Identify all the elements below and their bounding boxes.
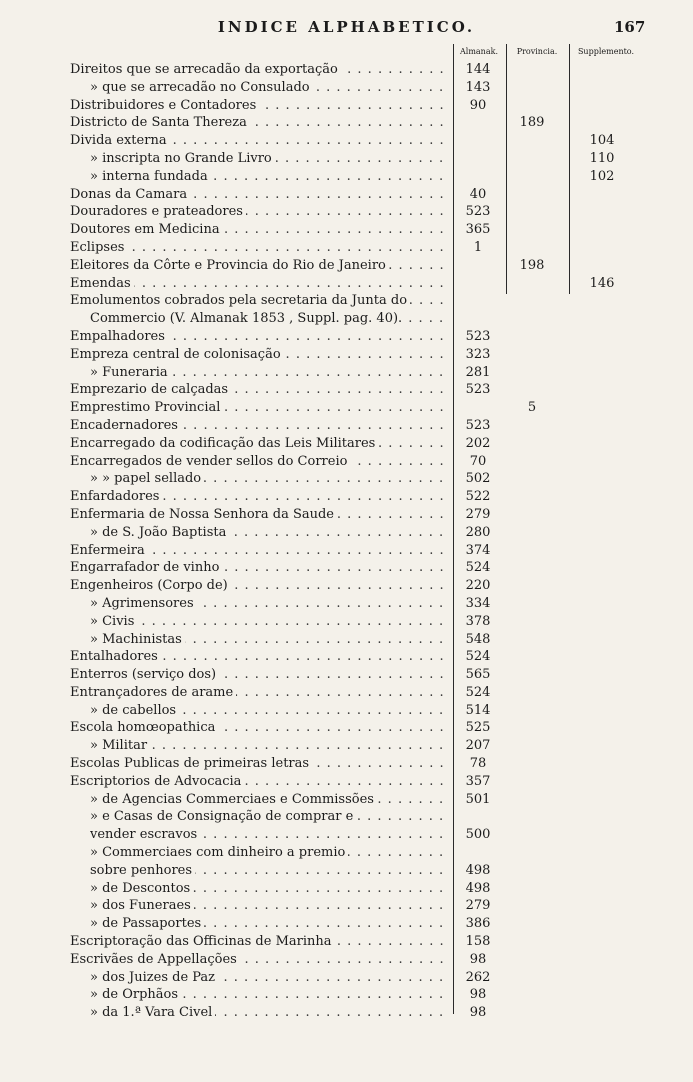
entry-label (90, 310, 449, 328)
entry-label (70, 328, 449, 346)
list-item (0, 951, 693, 969)
entry-label (90, 150, 449, 168)
list-item (0, 470, 693, 488)
entry-label (70, 275, 449, 293)
entry-label (90, 808, 449, 826)
list-item (0, 844, 693, 862)
entry-label (70, 684, 449, 702)
entry-label (70, 203, 449, 221)
entry-label (90, 880, 449, 898)
entry-label (70, 577, 449, 595)
entry-label-text: Douradores e prateadores (70, 204, 246, 219)
entry-label (90, 168, 449, 186)
entry-label-text: » que se arrecadão no Consulado (90, 80, 313, 95)
list-item (0, 737, 693, 755)
page-ref-almanak: 262 (465, 969, 491, 985)
entry-label (70, 435, 449, 453)
list-item (0, 97, 693, 115)
entry-label-text: » de Agencias Commerciaes e Commissões (90, 792, 377, 807)
page-ref-almanak: 522 (465, 489, 491, 505)
entry-label-text: Empreza central de colonisação (70, 347, 284, 362)
page-ref-almanak: 78 (469, 756, 487, 772)
list-item (0, 61, 693, 79)
entry-label-text: » de Descontos (90, 881, 193, 896)
list-item (0, 791, 693, 809)
page-ref-almanak: 202 (465, 435, 491, 451)
entry-label (70, 257, 449, 275)
page-ref-supplemento: 102 (589, 168, 615, 184)
page-ref-provincia: 5 (527, 400, 537, 416)
list-item (0, 524, 693, 542)
entry-label (90, 524, 449, 542)
entry-label (90, 791, 449, 809)
page-ref-almanak: 357 (465, 773, 491, 789)
list-item (0, 381, 693, 399)
page-ref-almanak: 524 (465, 560, 491, 576)
page-ref-almanak: 365 (465, 222, 491, 238)
column-header-provincia: Provincia. (516, 47, 558, 56)
list-item (0, 719, 693, 737)
entry-label (70, 951, 449, 969)
list-item (0, 915, 693, 933)
entry-label-text: Emprezario de calçadas (70, 382, 231, 397)
entry-label-text: Enterros (serviço dos) (70, 667, 219, 682)
page-title: INDICE ALPHABETICO. (217, 18, 476, 36)
page-ref-almanak: 1 (473, 239, 483, 255)
entry-label-text: » Commerciaes com dinheiro a premio (90, 845, 348, 860)
page-ref-almanak: 498 (465, 862, 491, 878)
entry-label-text: » Civis (90, 614, 137, 629)
entry-label-text: Enfermeira (70, 543, 148, 558)
list-item (0, 773, 693, 791)
page-ref-almanak: 514 (465, 702, 491, 718)
page-ref-almanak: 220 (465, 578, 491, 594)
page-ref-almanak: 90 (469, 97, 487, 113)
page-ref-almanak: 565 (465, 667, 491, 683)
entry-label-text: Eleitores da Côrte e Provincia do Rio de Janeiro (70, 258, 389, 273)
page-ref-almanak: 501 (465, 791, 491, 807)
list-item (0, 114, 693, 132)
page-ref-almanak: 524 (465, 649, 491, 665)
list-item (0, 364, 693, 382)
entry-label-text: Doutores em Medicina (70, 222, 223, 237)
column-header-almanak: Almanak. (459, 47, 498, 56)
page-ref-almanak: 548 (465, 631, 491, 647)
entry-label (90, 844, 449, 862)
entry-label (90, 826, 449, 844)
list-item (0, 702, 693, 720)
entry-label (70, 666, 449, 684)
page-ref-provincia: 198 (519, 257, 545, 273)
entry-label (70, 559, 449, 577)
entry-label (70, 97, 449, 115)
entry-label (90, 737, 449, 755)
entry-label (70, 542, 449, 560)
entry-label-text: » de S. João Baptista (90, 525, 229, 540)
entry-label (70, 755, 449, 773)
page-ref-almanak: 525 (465, 720, 491, 736)
list-item (0, 506, 693, 524)
list-item (0, 808, 693, 826)
page-ref-almanak: 70 (469, 453, 487, 469)
list-item (0, 488, 693, 506)
page-ref-supplemento: 110 (589, 150, 615, 166)
entry-label-text: Encarregado da codificação das Leis Militares (70, 436, 378, 451)
list-item (0, 969, 693, 987)
page-ref-supplemento: 146 (589, 275, 615, 291)
entry-label (90, 897, 449, 915)
page-ref-almanak: 98 (469, 1005, 487, 1021)
column-header-supplemento: Supplemento. (577, 47, 635, 56)
page-ref-almanak: 144 (465, 62, 491, 77)
entry-label-text: Enfardadores (70, 489, 162, 504)
entry-label (90, 364, 449, 382)
list-item (0, 933, 693, 951)
list-item (0, 150, 693, 168)
entry-label-text: » dos Funeraes (90, 898, 194, 913)
list-item (0, 986, 693, 1004)
list-item (0, 346, 693, 364)
entry-label (70, 773, 449, 791)
page-ref-almanak: 386 (465, 916, 491, 932)
entry-label-text: Escriptoração das Officinas de Marinha (70, 934, 335, 949)
entry-label-text: Divida externa (70, 133, 170, 148)
entry-label (70, 417, 449, 435)
entry-label-text: » de Passaportes (90, 916, 204, 931)
list-item (0, 862, 693, 880)
list-item (0, 79, 693, 97)
entry-label (70, 186, 449, 204)
page-number: 167 (614, 18, 646, 36)
entry-label (70, 453, 449, 471)
entry-label (70, 399, 449, 417)
list-item (0, 417, 693, 435)
list-item (0, 239, 693, 257)
entry-label-text: Distribuidores e Contadores (70, 98, 259, 113)
entry-label-text: Empalhadores (70, 329, 168, 344)
page-ref-almanak: 207 (465, 738, 491, 754)
list-item (0, 203, 693, 221)
list-item (0, 542, 693, 560)
entry-label-text: Emolumentos cobrados pela secretaria da Junta do (70, 293, 410, 308)
page-ref-almanak: 374 (465, 542, 491, 558)
page-ref-almanak: 281 (465, 364, 491, 380)
entry-label (90, 915, 449, 933)
entry-label-text: » dos Juizes de Paz (90, 970, 218, 985)
page-ref-almanak: 334 (465, 595, 491, 611)
page-ref-almanak: 500 (465, 827, 491, 843)
list-item (0, 559, 693, 577)
entry-label-text: » Machinistas (90, 632, 185, 647)
list-item (0, 613, 693, 631)
entry-label-text: » de Orphãos (90, 987, 181, 1002)
entry-label (70, 506, 449, 524)
entry-label-text: Engenheiros (Corpo de) (70, 578, 231, 593)
entry-label-text: Entalhadores (70, 649, 161, 664)
list-item (0, 186, 693, 204)
entry-label-text: Enfermaria de Nossa Senhora da Saude (70, 507, 337, 522)
list-item (0, 328, 693, 346)
page-ref-almanak: 523 (465, 204, 491, 220)
list-item (0, 880, 693, 898)
page-ref-provincia: 189 (519, 115, 545, 131)
entry-label-text: » » papel sellado (90, 471, 204, 486)
entry-label (90, 969, 449, 987)
entry-label (90, 862, 449, 880)
page-ref-almanak: 524 (465, 684, 491, 700)
list-item (0, 648, 693, 666)
page-ref-almanak: 523 (465, 417, 491, 433)
entry-label-text: Emprestimo Provincial (70, 400, 223, 415)
list-item (0, 292, 693, 310)
entry-label-text: Donas da Camara (70, 187, 190, 202)
page-ref-almanak: 40 (469, 186, 487, 202)
entry-label (90, 470, 449, 488)
entry-label-text: » Funeraria (90, 365, 171, 380)
entry-label (70, 933, 449, 951)
list-item (0, 755, 693, 773)
entry-label (90, 613, 449, 631)
list-item (0, 168, 693, 186)
list-item (0, 684, 693, 702)
entry-label-text: Encarregados de vender sellos do Correio (70, 454, 350, 469)
entry-label-text: Emendas (70, 276, 134, 291)
list-item (0, 631, 693, 649)
entry-label-text: » Militar (90, 738, 150, 753)
page-ref-almanak: 280 (465, 524, 491, 540)
entry-label-text: Eclipses (70, 240, 127, 255)
entry-label (70, 346, 449, 364)
entry-label-text: Districto de Santa Thereza (70, 115, 250, 130)
page-ref-almanak: 158 (465, 934, 491, 950)
list-item (0, 666, 693, 684)
entry-label-text: Direitos que se arrecadão da exportação (70, 62, 341, 77)
entry-label-text: » interna fundada (90, 169, 211, 184)
entry-label (90, 595, 449, 613)
page-ref-almanak: 279 (465, 898, 491, 914)
page-ref-supplemento: 104 (589, 133, 615, 149)
entry-label-text: Escolas Publicas de primeiras letras (70, 756, 312, 771)
page-ref-almanak: 143 (465, 79, 491, 95)
list-item (0, 399, 693, 417)
entry-label-text: Engarrafador de vinho (70, 560, 222, 575)
entry-label-text: » inscripta no Grande Livro (90, 151, 275, 166)
entry-label (90, 702, 449, 720)
entry-label (70, 719, 449, 737)
entry-label (70, 292, 449, 310)
entry-label-text: » Agrimensores (90, 596, 197, 611)
entry-label-text: Escrivães de Appellações (70, 952, 240, 967)
page-ref-almanak: 498 (465, 880, 491, 896)
entry-label-text: Escola homœopathica (70, 720, 218, 735)
entry-label-text: vender escravos (90, 827, 200, 842)
list-item (0, 897, 693, 915)
entry-label (70, 132, 449, 150)
page-ref-almanak: 279 (465, 506, 491, 522)
entry-label (90, 631, 449, 649)
entry-label (70, 381, 449, 399)
entry-label (70, 648, 449, 666)
page-ref-almanak: 523 (465, 328, 491, 344)
index-entries (0, 61, 693, 1022)
entry-label-text: Entrançadores de arame (70, 685, 236, 700)
page-ref-almanak: 523 (465, 382, 491, 398)
entry-label (90, 986, 449, 1004)
list-item (0, 257, 693, 275)
page-ref-almanak: 378 (465, 613, 491, 629)
entry-label (70, 114, 449, 132)
entry-label-text: Escriptorios de Advocacia (70, 774, 244, 789)
list-item (0, 132, 693, 150)
entry-label-text: sobre penhores (90, 863, 195, 878)
list-item (0, 221, 693, 239)
entry-label (90, 79, 449, 97)
list-item (0, 577, 693, 595)
list-item (0, 435, 693, 453)
entry-label-text: » e Casas de Consignação de comprar e (90, 809, 356, 824)
page-ref-almanak: 323 (465, 346, 491, 362)
entry-label-text: » da 1.ª Vara Civel (90, 1005, 215, 1020)
list-item (0, 453, 693, 471)
list-item (0, 826, 693, 844)
entry-label (70, 61, 449, 79)
entry-label-text: Commercio (V. Almanak 1853 , Suppl. pag. 40). (90, 311, 405, 326)
list-item (0, 1004, 693, 1022)
entry-label (70, 488, 449, 506)
list-item (0, 595, 693, 613)
entry-label (90, 1004, 449, 1022)
list-item (0, 310, 693, 328)
entry-label (70, 221, 449, 239)
entry-label-text: Encadernadores (70, 418, 181, 433)
entry-label (70, 239, 449, 257)
page-ref-almanak: 98 (469, 987, 487, 1003)
list-item (0, 275, 693, 293)
page-ref-almanak: 502 (465, 471, 491, 487)
page-ref-almanak: 98 (469, 951, 487, 967)
entry-label-text: » de cabellos (90, 703, 179, 718)
